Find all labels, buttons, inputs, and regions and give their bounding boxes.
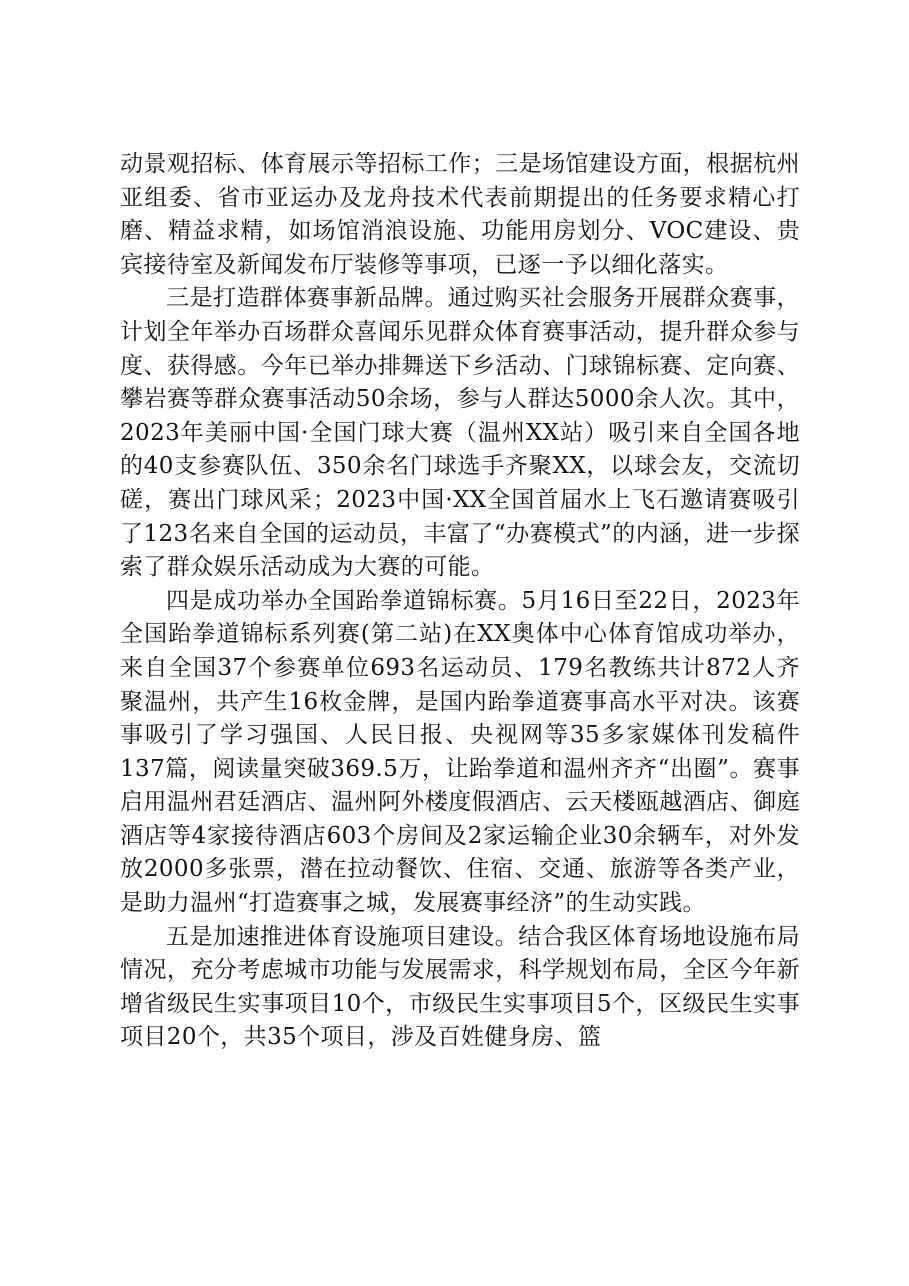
document-page	[120, 148, 800, 1055]
paragraph-sports-facilities: 五是加速推进体育设施项目建设。结合我区体育场地设施布局情况，充分考虑城市功能与发展需求，科学规划布局，全区今年新增省级民生实事项目10个，市级民生实事项目5个，区级民生实事项目20个，共35个项目，涉及百姓健身房、篮	[120, 923, 800, 1051]
paragraph-taekwondo-championship: 四是成功举办全国跆拳道锦标赛。5月16日至22日，2023年全国跆拳道锦标系列赛(第二站)在XX奥体中心体育馆成功举办，来自全国37个参赛单位693名运动员、179名教练共计872人齐聚温州，共产生16枚金牌，是国内跆拳道赛事高水平对决。该赛事吸引了学习强国、人民日报、央视网等35多家媒体刊发稿件137篇，阅读量突破369.5万，让跆拳道和温州齐齐“出圈”。赛事启用温州君廷酒店、温州阿外楼度假酒店、云天楼瓯越酒店、御庭酒店等4家接待酒店603个房间及2家运输企业30余辆车，对外发放2000多张票，潜在拉动餐饮、住宿、交通、旅游等各类产业，是助力温州“打造赛事之城，发展赛事经济”的生动实践。	[120, 587, 800, 917]
paragraph-mass-events: 三是打造群体赛事新品牌。通过购买社会服务开展群众赛事，计划全年举办百场群众喜闻乐见群众体育赛事活动，提升群众参与度、获得感。今年已举办排舞送下乡活动、门球锦标赛、定向赛、攀岩赛等群众赛事活动50余场，参与人群达5000余人次。其中，2023年美丽中国·全国门球大赛（温州XX站）吸引来自全国各地的40支参赛队伍、350余名门球选手齐聚XX，以球会友，交流切磋，赛出门球风采；2023中国·XX全国首届水上飞石邀请赛吸引了123名来自全国的运动员，丰富了“办赛模式”的内涵，进一步探索了群众娱乐活动成为大赛的可能。	[120, 285, 800, 581]
paragraph-continuation: 动景观招标、体育展示等招标工作；三是场馆建设方面，根据杭州亚组委、省市亚运办及龙舟技术代表前期提出的任务要求精心打磨、精益求精，如场馆消浪设施、功能用房划分、VOC建设、贵宾接待室及新闻发布厅装修等事项，已逐一予以细化落实。	[120, 151, 800, 278]
